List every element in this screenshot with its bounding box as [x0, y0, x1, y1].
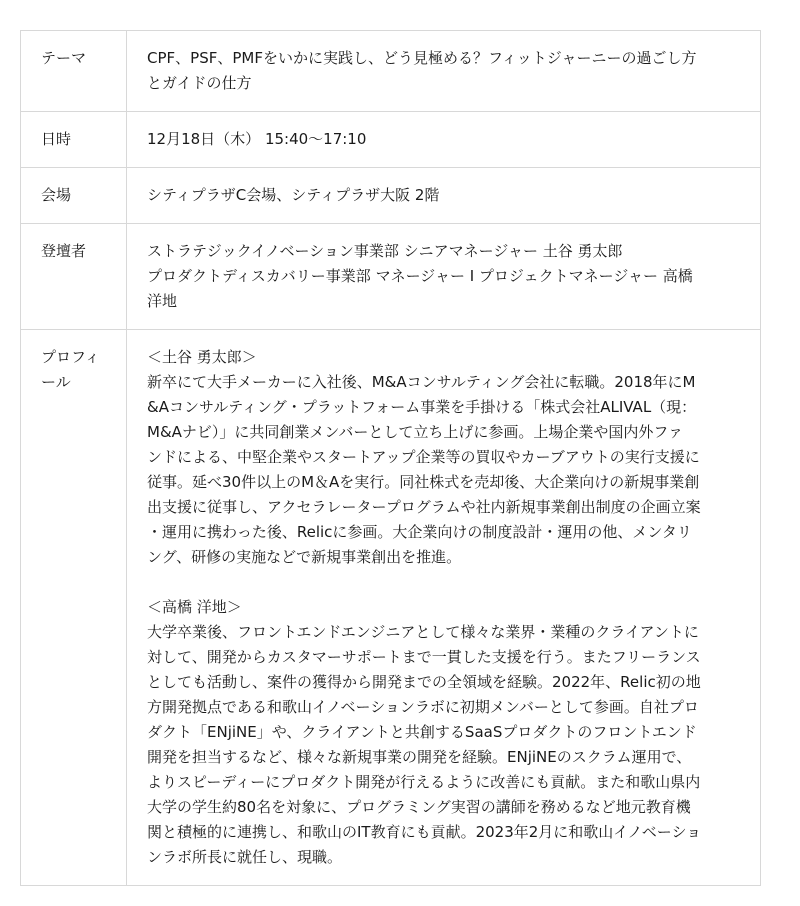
theme-line: CPF、PSF、PMFをいかに実践し、どう見極める？フィットジャーニーの過ごし方: [147, 49, 697, 67]
profile-text-line: よりスピーディーにプロダクト開発が行えるように改善にも貢献。また和歌山県内: [147, 773, 701, 791]
theme-label: テーマ: [21, 31, 127, 112]
speaker-line: ストラテジックイノベーション事業部 シニアマネージャー 土谷 勇太郎: [147, 242, 623, 260]
profile-text-line: 新卒にて大手メーカーに入社後、M&Aコンサルティング会社に転職。2018年にM: [147, 373, 696, 391]
profile-heading-takahashi: ＜高橋 洋地＞: [147, 598, 242, 616]
profile-label-line: プロフィ: [41, 348, 100, 366]
theme-value: [127, 31, 761, 112]
profile-text-line: ・運用に携わった後、Relicに参画。大企業向けの制度設計・運用の他、メンタリ: [147, 523, 692, 541]
profile-text-line: 方開発拠点である和歌山イノベーションラボに初期メンバーとして参画。自社プロ: [147, 698, 699, 716]
profile-text-line: ンドによる、中堅企業やスタートアップ企業等の買収やカーブアウトの実行支援に: [147, 448, 700, 466]
profile-text-line: ンラボ所長に就任し、現職。: [147, 848, 343, 866]
profile-text-line: 対して、開発からカスタマーサポートまで一貫した支援を行う。またフリーランス: [147, 648, 701, 666]
profile-text-line: 開発を担当するなど、様々な新規事業の開発を経験。ENjiNEのスクラム運用で、: [147, 748, 692, 766]
table-row-profile: [21, 330, 761, 886]
profile-value: [127, 330, 761, 886]
profile-text-line: 関と積極的に連携し、和歌山のIT教育にも貢献。2023年2月に和歌山イノベーショ: [147, 823, 702, 841]
profile-text-line: ング、研修の実施などで新規事業創出を推進。: [147, 548, 462, 566]
profile-text-line: としても活動し、案件の獲得から開発までの全領域を経験。2022年、Relic初の地: [147, 673, 701, 691]
profile-text-line: 大学の学生約80名を対象に、プログラミング実習の講師を務めるなど地元教育機: [147, 798, 691, 816]
speaker-line: プロダクトディスカバリー事業部 マネージャー I プロジェクトマネージャー 高橋: [147, 267, 693, 285]
speaker-line: 洋地: [147, 292, 178, 310]
datetime-label: 日時: [21, 112, 127, 168]
event-info-table: [20, 30, 761, 886]
profile-text-line: 従事。延べ30件以上のM＆Aを実行。同社株式を売却後、大企業向けの新規事業創: [147, 473, 700, 491]
table-row-theme: [21, 31, 761, 112]
table-row-venue: [21, 168, 761, 224]
profile-heading-tsuchiya: ＜土谷 勇太郎＞: [147, 348, 257, 366]
profile-label-line: ール: [41, 373, 71, 391]
table-row-speakers: [21, 224, 761, 330]
profile-text-line: ダクト「ENjiNE」や、クライアントと共創するSaaSプロダクトのフロントエンド: [147, 723, 697, 741]
speakers-value: [127, 224, 761, 330]
table-row-datetime: [21, 112, 761, 168]
venue-label: 会場: [21, 168, 127, 224]
speakers-label: 登壇者: [21, 224, 127, 330]
datetime-value: 12月18日（木） 15:40〜17:10: [127, 112, 761, 168]
venue-value: シティプラザC会場、シティプラザ大阪 2階: [127, 168, 761, 224]
profile-text-line: 出支援に従事し、アクセラレータープログラムや社内新規事業創出制度の企画立案: [147, 498, 701, 516]
profile-text-line: &Aコンサルティング・プラットフォーム事業を手掛ける「株式会社ALIVAL（現：: [147, 398, 697, 416]
theme-line: とガイドの仕方: [147, 74, 252, 92]
profile-text-line: M&Aナビ）」に共同創業メンバーとして立ち上げに参画。上場企業や国内外ファ: [147, 423, 684, 441]
profile-label: [21, 330, 127, 886]
paragraph-gap: [147, 570, 742, 595]
profile-text-line: 大学卒業後、フロントエンドエンジニアとして様々な業界・業種のクライアントに: [147, 623, 699, 641]
